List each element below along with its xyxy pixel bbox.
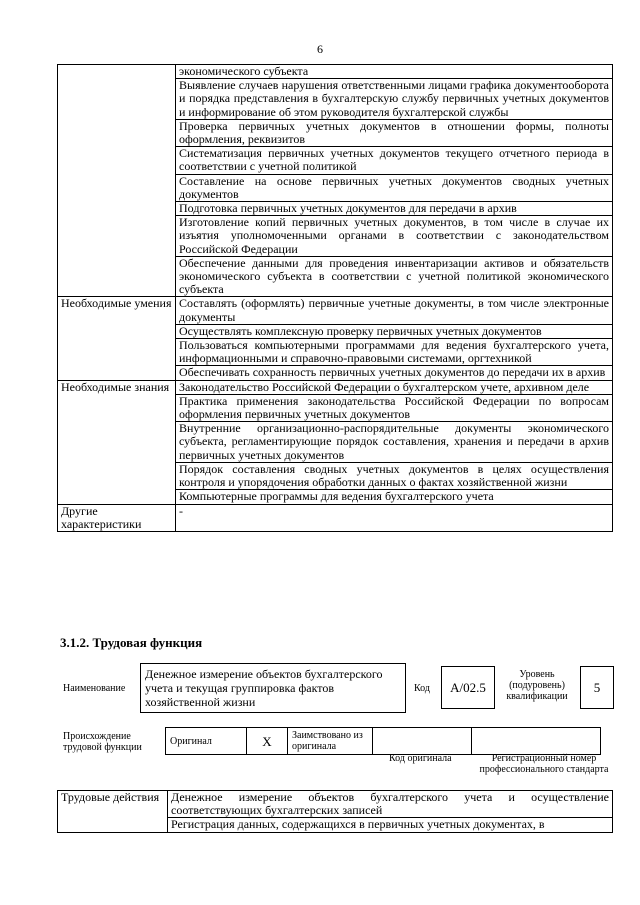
name-label: Наименование bbox=[63, 683, 126, 694]
row-text: Практика применения законодательства Российской Федерации по вопросам оформления первичных учетных документов bbox=[176, 394, 613, 421]
row-text: Порядок составления сводных учетных документов в целях осуществления контроля и упорядочения обработки данных о фактах хозяйственной жизни bbox=[176, 462, 613, 489]
row-text: Обеспечивать сохранность первичных учетных документов до передачи их в архив bbox=[176, 366, 613, 380]
borrowed-cell: Заимствовано из оригинала bbox=[288, 728, 373, 755]
origin-label: Происхождение трудовой функции bbox=[63, 731, 142, 753]
row-text: Внутренние организационно-распорядительные документы экономического субъекта, регламентирующие порядок составления, хранения и передачи в архив первичных учетных документов bbox=[176, 422, 613, 463]
original-cell: Оригинал bbox=[166, 728, 247, 755]
row-text: Составлять (оформлять) первичные учетные документы, в том числе электронные документы bbox=[176, 297, 613, 324]
action-item: Регистрация данных, содержащихся в первичных учетных документах, в bbox=[168, 818, 613, 832]
table-row bbox=[58, 65, 613, 79]
origin-table bbox=[165, 727, 601, 755]
row-text: Законодательство Российской Федерации о бухгалтерском учете, архивном деле bbox=[176, 380, 613, 394]
row-text: - bbox=[176, 504, 613, 531]
row-label bbox=[58, 65, 176, 297]
row-text: Подготовка первичных учетных документов для передачи в архив bbox=[176, 202, 613, 216]
row-text: Проверка первичных учетных документов в отношении формы, полноты оформления, реквизитов bbox=[176, 119, 613, 146]
reg-number-label: Регистрационный номер профессионального стандарта bbox=[479, 753, 609, 775]
labor-actions-table bbox=[57, 790, 613, 833]
row-text: Систематизация первичных учетных документов текущего отчетного периода в соответствии с учетной политикой bbox=[176, 147, 613, 174]
function-name: Денежное измерение объектов бухгалтерского учета и текущая группировка фактов хозяйственной жизни bbox=[140, 663, 406, 713]
row-text: Компьютерные программы для ведения бухгалтерского учета bbox=[176, 490, 613, 504]
original-mark: X bbox=[247, 728, 288, 755]
level-label: Уровень (подуровень) квалификации bbox=[506, 669, 568, 702]
row-text: Пользоваться компьютерными программами для ведения бухгалтерского учета, информационными и справочно-правовыми системами, оргтехникой bbox=[176, 339, 613, 366]
reg-number-cell bbox=[472, 728, 601, 755]
row-text: Обеспечение данными для проведения инвентаризации активов и обязательств экономического субъекта в соответствии с учетной политикой экономического субъекта bbox=[176, 256, 613, 297]
row-text: экономического субъекта bbox=[176, 65, 613, 79]
action-item: Денежное измерение объектов бухгалтерского учета и осуществление соответствующих бухгалтерских записей bbox=[168, 791, 613, 818]
row-text: Составление на основе первичных учетных документов сводных учетных документов bbox=[176, 174, 613, 201]
row-label: Необходимые умения bbox=[58, 297, 176, 380]
requirements-table bbox=[57, 64, 613, 532]
row-text: Осуществлять комплексную проверку первичных учетных документов bbox=[176, 324, 613, 338]
row-label: Другие характеристики bbox=[58, 504, 176, 531]
table-row bbox=[58, 380, 613, 394]
code-original-label: Код оригинала bbox=[389, 753, 452, 764]
function-code: А/02.5 bbox=[441, 666, 495, 709]
qualification-level: 5 bbox=[580, 666, 614, 709]
table-row bbox=[58, 297, 613, 324]
row-text: Изготовление копий первичных учетных документов, в том числе в случае их изъятия уполномоченными органами в соответствии с законодательством Российской Федерации bbox=[176, 216, 613, 257]
code-original-cell bbox=[373, 728, 472, 755]
code-label: Код bbox=[414, 683, 430, 694]
row-label: Необходимые знания bbox=[58, 380, 176, 504]
section-title: 3.1.2. Трудовая функция bbox=[60, 635, 203, 650]
actions-label: Трудовые действия bbox=[58, 791, 168, 833]
table-row bbox=[58, 504, 613, 531]
row-text: Выявление случаев нарушения ответственными лицами графика документооборота и порядка представления в бухгалтерскую службу первичных учетных документов и информирование об этом руководителя бухгалтерской службы bbox=[176, 79, 613, 120]
page-number: 6 bbox=[317, 42, 323, 56]
